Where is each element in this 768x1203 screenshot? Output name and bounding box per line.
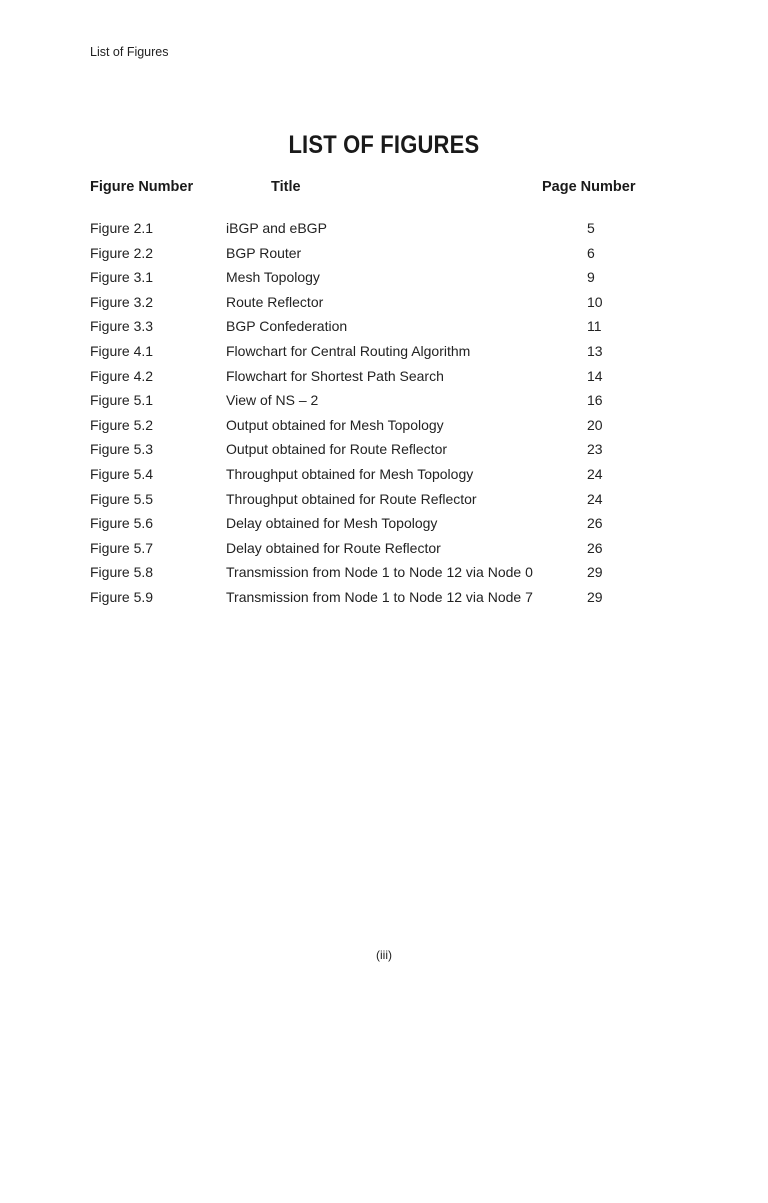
figure-number: Figure 5.2 xyxy=(90,416,154,433)
column-header-figure-number: Figure Number xyxy=(90,179,194,195)
running-header: List of Figures xyxy=(90,45,169,59)
list-item xyxy=(0,245,768,270)
figure-title: Flowchart for Shortest Path Search xyxy=(226,367,444,384)
figure-number: Figure 2.1 xyxy=(90,220,154,236)
list-item xyxy=(0,392,768,417)
figure-title: View of NS – 2 xyxy=(226,392,319,409)
figure-number: Figure 4.2 xyxy=(90,367,154,384)
figure-title: Mesh Topology xyxy=(226,269,320,286)
figure-number: Figure 3.1 xyxy=(90,269,154,286)
list-item xyxy=(0,564,768,589)
figure-page: 14 xyxy=(587,367,603,384)
figure-number: Figure 5.9 xyxy=(90,588,154,605)
list-item xyxy=(0,269,768,294)
list-item xyxy=(0,417,768,442)
list-item xyxy=(0,466,768,491)
figure-page: 11 xyxy=(587,318,602,335)
figure-page: 13 xyxy=(587,342,603,359)
figure-title: Throughput obtained for Route Reflector xyxy=(226,490,477,507)
list-item xyxy=(0,343,768,368)
figure-page: 26 xyxy=(587,539,603,556)
figure-number: Figure 5.6 xyxy=(90,515,154,532)
figure-number: Figure 2.2 xyxy=(90,244,154,261)
figure-list xyxy=(0,220,768,614)
figure-number: Figure 5.5 xyxy=(90,490,154,507)
list-item xyxy=(0,220,768,245)
page-title: LIST OF FIGURES xyxy=(288,131,480,159)
figure-title: Delay obtained for Route Reflector xyxy=(226,539,441,556)
figure-page: 10 xyxy=(587,293,603,310)
figure-title: Transmission from Node 1 to Node 12 via Node 0 xyxy=(226,564,533,581)
list-item xyxy=(0,318,768,343)
figure-title: Transmission from Node 1 to Node 12 via Node 7 xyxy=(226,588,533,605)
column-header-page-number: Page Number xyxy=(542,179,636,195)
figure-number: Figure 3.2 xyxy=(90,293,154,310)
list-item xyxy=(0,515,768,540)
figure-page: 29 xyxy=(587,588,603,605)
figure-title: Throughput obtained for Mesh Topology xyxy=(226,465,474,482)
figure-page: 9 xyxy=(587,269,595,286)
list-item xyxy=(0,540,768,565)
list-item xyxy=(0,368,768,393)
figure-page: 24 xyxy=(587,465,603,482)
list-item xyxy=(0,294,768,319)
figure-page: 6 xyxy=(587,244,595,261)
figure-number: Figure 5.8 xyxy=(90,564,154,581)
figure-page: 26 xyxy=(587,515,603,532)
figure-title: Output obtained for Route Reflector xyxy=(226,441,448,458)
figure-title: iBGP and eBGP xyxy=(226,220,327,236)
figure-title: BGP Router xyxy=(226,244,302,261)
page-number: (iii) xyxy=(376,948,392,962)
figure-number: Figure 5.7 xyxy=(90,539,154,556)
figure-title: Output obtained for Mesh Topology xyxy=(226,416,444,433)
list-item xyxy=(0,491,768,516)
figure-page: 16 xyxy=(587,392,603,409)
figure-title: Route Reflector xyxy=(226,293,324,310)
figure-page: 23 xyxy=(587,441,603,458)
figure-page: 20 xyxy=(587,416,603,433)
figure-title: BGP Confederation xyxy=(226,318,348,335)
figure-number: Figure 5.1 xyxy=(90,392,154,409)
figure-number: Figure 5.3 xyxy=(90,441,154,458)
figure-page: 24 xyxy=(587,490,603,507)
figure-number: Figure 5.4 xyxy=(90,465,154,482)
figure-number: Figure 3.3 xyxy=(90,318,154,335)
figure-number: Figure 4.1 xyxy=(90,342,154,359)
figure-title: Delay obtained for Mesh Topology xyxy=(226,515,438,532)
column-header-title: Title xyxy=(271,179,301,195)
figure-page: 5 xyxy=(587,220,595,236)
figure-title: Flowchart for Central Routing Algorithm xyxy=(226,342,471,359)
list-item xyxy=(0,589,768,614)
list-item xyxy=(0,441,768,466)
figure-page: 29 xyxy=(587,564,603,581)
